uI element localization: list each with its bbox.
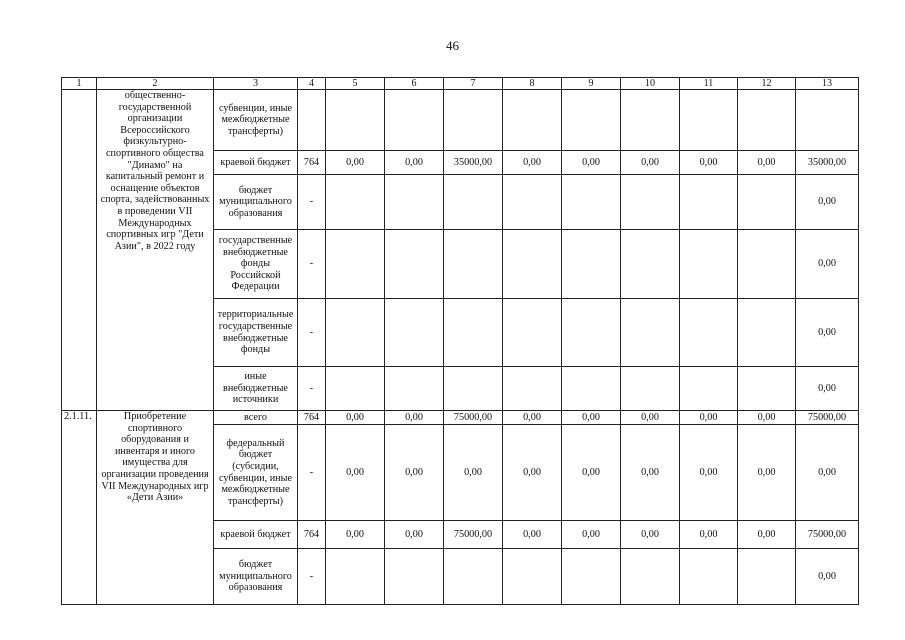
amount-cell: 0,00 xyxy=(796,425,859,521)
amount-cell: 0,00 xyxy=(385,411,444,425)
amount-cell: 0,00 xyxy=(738,411,796,425)
amount-cell: 0,00 xyxy=(503,425,562,521)
funding-source: бюджет муниципального образования xyxy=(214,549,298,605)
column-header: 10 xyxy=(621,78,680,90)
amount-cell xyxy=(738,299,796,367)
amount-cell: 0,00 xyxy=(621,521,680,549)
amount-cell: 0,00 xyxy=(796,299,859,367)
amount-cell xyxy=(680,549,738,605)
amount-cell: 75000,00 xyxy=(444,521,503,549)
grbs-code: - xyxy=(298,549,326,605)
budget-table xyxy=(61,77,859,605)
amount-cell xyxy=(621,90,680,151)
table-row xyxy=(62,90,859,151)
amount-cell xyxy=(503,549,562,605)
amount-cell xyxy=(385,367,444,411)
amount-cell xyxy=(621,230,680,299)
amount-cell xyxy=(621,367,680,411)
amount-cell xyxy=(738,175,796,230)
column-header: 2 xyxy=(97,78,214,90)
amount-cell xyxy=(738,90,796,151)
amount-cell xyxy=(503,175,562,230)
amount-cell xyxy=(562,299,621,367)
amount-cell xyxy=(503,90,562,151)
amount-cell xyxy=(680,367,738,411)
amount-cell: 0,00 xyxy=(796,367,859,411)
amount-cell xyxy=(326,175,385,230)
amount-cell: 0,00 xyxy=(621,425,680,521)
amount-cell xyxy=(738,549,796,605)
column-header: 6 xyxy=(385,78,444,90)
amount-cell: 0,00 xyxy=(680,521,738,549)
grbs-code: 764 xyxy=(298,521,326,549)
amount-cell xyxy=(326,90,385,151)
amount-cell: 0,00 xyxy=(680,425,738,521)
amount-cell xyxy=(385,230,444,299)
grbs-code: - xyxy=(298,425,326,521)
amount-cell: 0,00 xyxy=(503,151,562,175)
amount-cell: 75000,00 xyxy=(444,411,503,425)
amount-cell: 0,00 xyxy=(562,151,621,175)
item-name: общественно-государственной организации Всероссийского физкультурно-спортивного общества "Динамо" на капитальный ремонт и оснащение объектов спорта, задействованных в проведении VII Международных спортивных игр "Дети Азии", в 2022 году xyxy=(97,90,214,411)
amount-cell xyxy=(562,367,621,411)
amount-cell xyxy=(444,367,503,411)
amount-cell: 0,00 xyxy=(503,411,562,425)
amount-cell xyxy=(444,90,503,151)
amount-cell: 0,00 xyxy=(326,151,385,175)
amount-cell: 0,00 xyxy=(385,521,444,549)
amount-cell xyxy=(444,549,503,605)
funding-source: федеральный бюджет (субсидии, субвенции, иные межбюджетные трансферты) xyxy=(214,425,298,521)
amount-cell xyxy=(385,90,444,151)
amount-cell: 0,00 xyxy=(680,151,738,175)
amount-cell: 0,00 xyxy=(562,425,621,521)
amount-cell xyxy=(326,230,385,299)
page-number: 46 xyxy=(446,38,459,53)
amount-cell xyxy=(680,90,738,151)
amount-cell: 0,00 xyxy=(562,411,621,425)
amount-cell xyxy=(385,175,444,230)
funding-source: субвенции, иные межбюджетные трансферты) xyxy=(214,90,298,151)
amount-cell: 0,00 xyxy=(444,425,503,521)
funding-source: всего xyxy=(214,411,298,425)
funding-source: иные внебюджетные источники xyxy=(214,367,298,411)
amount-cell: 0,00 xyxy=(326,425,385,521)
column-header: 13 xyxy=(796,78,859,90)
amount-cell xyxy=(680,230,738,299)
amount-cell: 0,00 xyxy=(503,521,562,549)
amount-cell xyxy=(621,549,680,605)
amount-cell: 35000,00 xyxy=(444,151,503,175)
grbs-code: - xyxy=(298,175,326,230)
grbs-code: - xyxy=(298,367,326,411)
amount-cell xyxy=(385,549,444,605)
amount-cell: 0,00 xyxy=(796,230,859,299)
amount-cell: 0,00 xyxy=(621,411,680,425)
funding-source: краевой бюджет xyxy=(214,521,298,549)
amount-cell xyxy=(680,175,738,230)
amount-cell: 0,00 xyxy=(562,521,621,549)
funding-source: государственные внебюджетные фонды Российской Федерации xyxy=(214,230,298,299)
amount-cell xyxy=(562,549,621,605)
amount-cell xyxy=(444,230,503,299)
grbs-code xyxy=(298,90,326,151)
amount-cell xyxy=(444,299,503,367)
amount-cell xyxy=(503,299,562,367)
amount-cell xyxy=(503,367,562,411)
grbs-code: - xyxy=(298,299,326,367)
column-header: 4 xyxy=(298,78,326,90)
column-header: 11 xyxy=(680,78,738,90)
funding-source: территориальные государственные внебюджетные фонды xyxy=(214,299,298,367)
header-row xyxy=(62,78,859,90)
grbs-code: 764 xyxy=(298,411,326,425)
column-header: 5 xyxy=(326,78,385,90)
amount-cell: 0,00 xyxy=(738,521,796,549)
amount-cell xyxy=(621,299,680,367)
column-header: 8 xyxy=(503,78,562,90)
amount-cell: 35000,00 xyxy=(796,151,859,175)
amount-cell xyxy=(326,299,385,367)
amount-cell xyxy=(562,230,621,299)
amount-cell xyxy=(503,230,562,299)
funding-source: краевой бюджет xyxy=(214,151,298,175)
amount-cell xyxy=(738,367,796,411)
amount-cell xyxy=(562,90,621,151)
column-header: 7 xyxy=(444,78,503,90)
amount-cell: 0,00 xyxy=(326,411,385,425)
amount-cell xyxy=(444,175,503,230)
amount-cell: 0,00 xyxy=(621,151,680,175)
grbs-code: - xyxy=(298,230,326,299)
amount-cell: 0,00 xyxy=(796,549,859,605)
item-code: 2.1.11. xyxy=(62,411,97,605)
amount-cell: 75000,00 xyxy=(796,411,859,425)
table-row xyxy=(62,411,859,425)
amount-cell: 0,00 xyxy=(738,151,796,175)
column-header: 12 xyxy=(738,78,796,90)
amount-cell xyxy=(385,299,444,367)
amount-cell xyxy=(562,175,621,230)
amount-cell xyxy=(326,367,385,411)
amount-cell xyxy=(621,175,680,230)
column-header: 1 xyxy=(62,78,97,90)
amount-cell: 0,00 xyxy=(680,411,738,425)
column-header: 9 xyxy=(562,78,621,90)
amount-cell: 0,00 xyxy=(796,175,859,230)
amount-cell xyxy=(796,90,859,151)
grbs-code: 764 xyxy=(298,151,326,175)
item-name: Приобретение спортивного оборудования и инвентаря и иного имущества для организации проведения VII Международных игр «Дети Азии» xyxy=(97,411,214,605)
funding-source: бюджет муниципального образования xyxy=(214,175,298,230)
amount-cell: 0,00 xyxy=(326,521,385,549)
amount-cell: 0,00 xyxy=(385,151,444,175)
amount-cell: 0,00 xyxy=(385,425,444,521)
amount-cell: 75000,00 xyxy=(796,521,859,549)
amount-cell xyxy=(326,549,385,605)
item-code xyxy=(62,90,97,411)
column-header: 3 xyxy=(214,78,298,90)
amount-cell: 0,00 xyxy=(738,425,796,521)
amount-cell xyxy=(680,299,738,367)
amount-cell xyxy=(738,230,796,299)
